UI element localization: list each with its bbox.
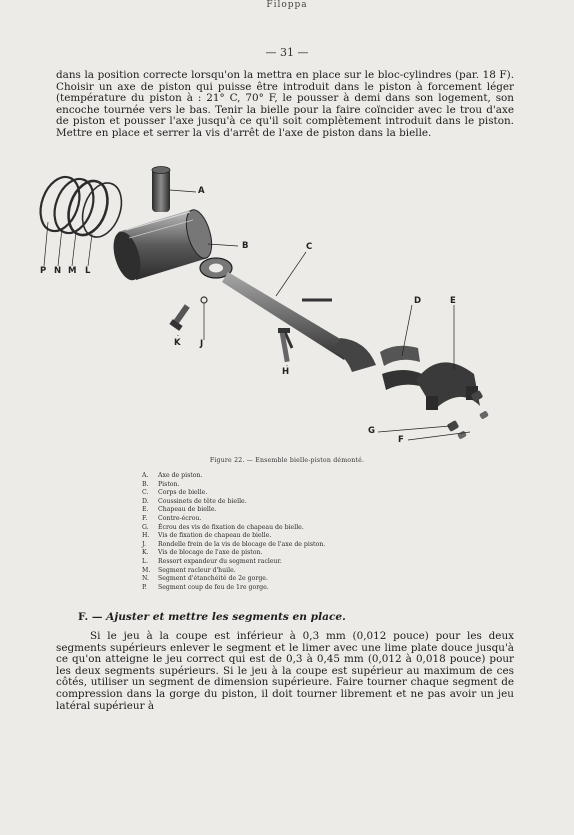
callout-p: P	[40, 266, 47, 276]
legend-item	[142, 575, 442, 584]
legend-text: Ressort expandeur du segment racleur.	[158, 557, 282, 565]
callout-leaders	[44, 190, 470, 440]
legend-key: G.	[142, 523, 149, 531]
callout-k: K	[174, 338, 181, 348]
running-head: Filoppa	[266, 0, 308, 10]
figure-legend	[142, 472, 442, 592]
legend-item	[142, 472, 442, 481]
legend-key: F.	[142, 514, 148, 522]
lock-screw	[169, 304, 189, 331]
callout-n: N	[54, 266, 62, 276]
intro-paragraph: dans la position correcte lorsqu'on la mettra en place sur le bloc-cylindres (par. 18 F). Choisir un axe de piston qui puisse être introduit dans le piston à forcement léger (température du piston à : 21° C, 70° F, le pousser à demi dans son logement, son encoche tournée vers le bas. Tenir la bielle pour la faire coïncider avec le trou d'axe de piston et pousser l'axe jusqu'à ce qu'il soit complètement introduit dans le piston. Mettre en place et serrer la vis d'arrêt de l'axe de piston dans la bielle.	[56, 69, 514, 139]
legend-text: Vis de fixation de chapeau de bielle.	[158, 532, 272, 540]
legend-text: Segment d'étanchéité de 2e gorge.	[158, 575, 268, 583]
legend-key: L.	[142, 557, 149, 565]
legend-text: Contre-écrou.	[158, 514, 202, 522]
legend-item	[142, 532, 442, 541]
legend-text: Vis de blocage de l'axe de piston.	[158, 549, 263, 557]
legend-item	[142, 524, 442, 533]
legend-key: N.	[142, 575, 149, 583]
legend-key: K.	[142, 549, 149, 557]
assembly-illustration	[30, 160, 550, 455]
section-lead: F. —	[78, 611, 103, 623]
callout-c: C	[306, 242, 313, 252]
legend-text: Coussinets de tête de bielle.	[158, 497, 247, 505]
legend-key: C.	[142, 489, 149, 497]
legend-item	[142, 515, 442, 524]
legend-key: H.	[142, 532, 150, 540]
piston-pin	[152, 167, 170, 213]
callout-d: D	[414, 296, 422, 306]
legend-text: Chapeau de bielle.	[158, 506, 217, 514]
legend-item	[142, 498, 442, 507]
rod-cap	[416, 362, 480, 410]
section-title: Ajuster et mettre les segments en place.	[106, 611, 346, 623]
legend-key: E.	[142, 506, 149, 514]
callout-b: B	[242, 241, 249, 251]
legend-key: J.	[142, 540, 146, 548]
page-number: — 31 —	[265, 46, 309, 59]
legend-item	[142, 549, 442, 558]
legend-text: Corps de bielle.	[158, 489, 208, 497]
piston-body	[109, 207, 217, 283]
body-paragraph: Si le jeu à la coupe est inférieur à 0,3 mm (0,012 pouce) pour les deux segments supérieurs enlever le segment et le limer avec une lime plate douce jusqu'à ce qu'on atteigne le jeu correct qui est de 0,3 à 0,45 mm (0,012 à 0,018 pouce) pour les deux segments supérieurs. Si le jeu à la coupe est supérieur au maximum de ces côtés, utiliser un segment de dimension supérieure. Faire tourner chaque segment de compression dans la gorge du piston, il doit tourner librement et ne pas avoir un jeu latéral supérieur à	[56, 630, 514, 712]
callout-a: A	[198, 186, 205, 196]
legend-key: P.	[142, 583, 147, 591]
legend-key: B.	[142, 480, 149, 488]
bearing-shells	[380, 346, 422, 390]
legend-text: Axe de piston.	[158, 472, 203, 479]
piston-rings	[34, 172, 129, 243]
legend-item	[142, 567, 442, 576]
legend-key: D.	[142, 497, 149, 505]
callout-f: F	[398, 435, 404, 445]
legend-item	[142, 541, 442, 550]
legend-item	[142, 506, 442, 515]
cap-bolt	[278, 328, 290, 362]
legend-text: Écrou des vis de fixation de chapeau de bielle.	[158, 523, 304, 531]
legend-text: Piston.	[158, 480, 180, 488]
legend-item	[142, 584, 442, 593]
legend-text: Segment coup de feu de 1re gorge.	[158, 583, 269, 591]
figure-exploded-assembly	[30, 160, 550, 455]
legend-key: M.	[142, 566, 151, 574]
legend-item	[142, 558, 442, 567]
callout-j: J	[200, 339, 204, 349]
section-heading	[78, 611, 518, 623]
legend-item	[142, 481, 442, 490]
callout-m: M	[68, 266, 77, 276]
lock-washer	[201, 297, 207, 303]
legend-key: A.	[142, 472, 149, 479]
legend-text: Segment racleur d'huile.	[158, 566, 236, 574]
callout-h: H	[282, 367, 290, 377]
callout-e: E	[450, 296, 456, 306]
legend-item	[142, 489, 442, 498]
figure-caption: Figure 22. — Ensemble bielle-piston démonté.	[209, 457, 365, 464]
callout-l: L	[85, 266, 91, 276]
callout-g: G	[368, 426, 375, 436]
legend-text: Rondelle frein de la vis de blocage de l'axe de piston.	[158, 540, 326, 548]
